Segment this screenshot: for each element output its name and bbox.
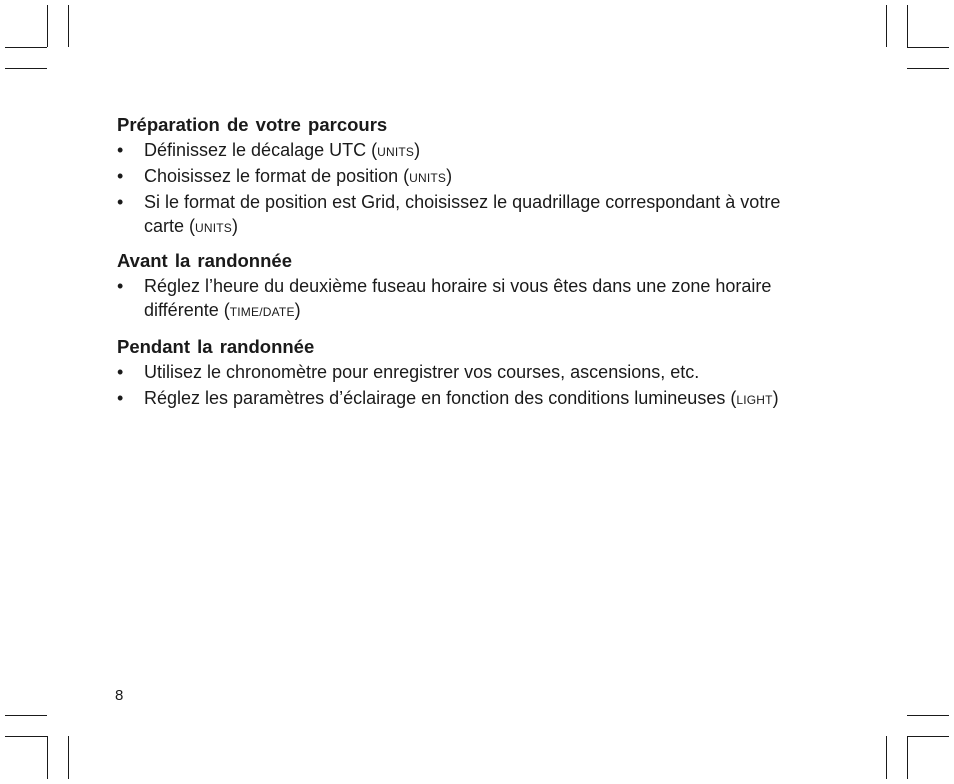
bullet-list: [117, 274, 822, 324]
bullet-icon: •: [117, 192, 124, 212]
bullet-icon: •: [117, 362, 124, 382]
crop-mark: [5, 47, 47, 48]
section-pendant-randonnee: [117, 334, 822, 412]
bullet-icon: •: [117, 276, 124, 296]
page-number: 8: [115, 687, 124, 704]
crop-mark: [68, 5, 69, 47]
bullet-list: [117, 360, 822, 412]
crop-mark: [907, 736, 908, 779]
crop-mark: [907, 47, 949, 48]
crop-mark: [47, 736, 48, 779]
bullet-icon: •: [117, 388, 124, 408]
crop-mark: [886, 5, 887, 47]
list-item: • Si le format de position est Grid, choisissez le quadrillage correspondant à votre carte (UNITS): [117, 192, 781, 236]
section-title: Préparation de votre parcours: [117, 114, 388, 135]
crop-mark: [68, 736, 69, 779]
crop-mark: [47, 5, 48, 47]
crop-mark: [5, 736, 47, 737]
menu-reference: UNITS: [377, 145, 415, 159]
crop-mark: [907, 5, 908, 47]
list-item: • Réglez l’heure du deuxième fuseau horaire si vous êtes dans une zone horaire différente (TIME/DATE): [117, 276, 772, 320]
section-preparation: [117, 112, 822, 240]
list-item: • Utilisez le chronomètre pour enregistrer vos courses, ascensions, etc.: [117, 362, 700, 382]
bullet-icon: •: [117, 166, 124, 186]
crop-mark: [5, 715, 47, 716]
crop-mark: [907, 715, 949, 716]
menu-reference: LIGHT: [736, 393, 773, 407]
bullet-icon: •: [117, 140, 124, 160]
list-item: • Définissez le décalage UTC (UNITS): [117, 140, 421, 160]
bullet-list: [117, 138, 822, 240]
section-avant-randonnee: [117, 248, 822, 324]
section-title: Avant la randonnée: [117, 250, 292, 271]
section-title: Pendant la randonnée: [117, 336, 315, 357]
crop-mark: [5, 68, 47, 69]
list-item: • Réglez les paramètres d’éclairage en fonction des conditions lumineuses (LIGHT): [117, 388, 779, 408]
menu-reference: UNITS: [195, 221, 233, 235]
manual-content: [117, 112, 822, 412]
crop-mark: [907, 68, 949, 69]
menu-reference: TIME/DATE: [229, 305, 295, 319]
menu-reference: UNITS: [409, 171, 447, 185]
crop-mark: [907, 736, 949, 737]
list-item: • Choisissez le format de position (UNITS): [117, 166, 453, 186]
crop-mark: [886, 736, 887, 779]
